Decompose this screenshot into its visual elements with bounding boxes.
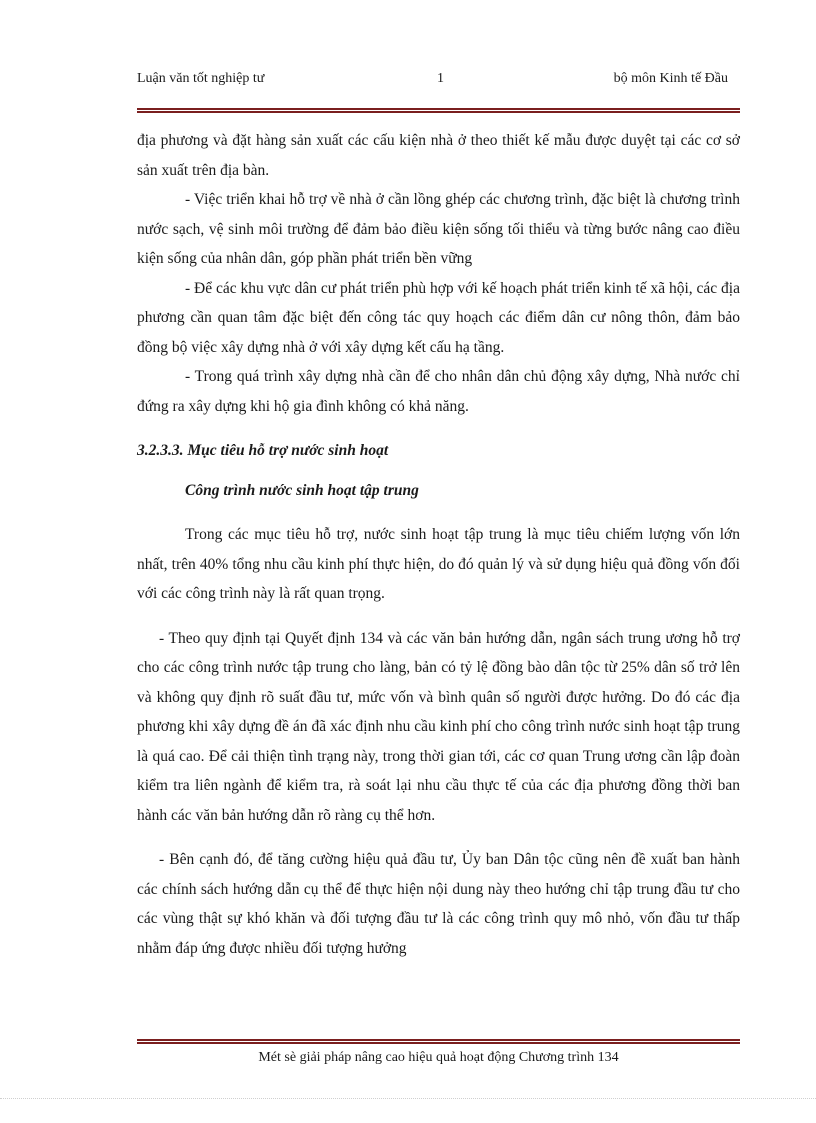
page-number: 1 <box>437 71 444 86</box>
page-footer: Mét sè giải pháp nâng cao hiệu quả hoạt động Chương trình 134 <box>258 1050 619 1065</box>
paragraph-1: địa phương và đặt hàng sản xuất các cấu kiện nhà ở theo thiết kế mẫu được duyệt tại các cơ sở sản xuất trên địa bàn. <box>137 132 740 179</box>
footer-divider <box>137 1039 740 1044</box>
page-header <box>137 70 740 104</box>
paragraph-6: - Theo quy định tại Quyết định 134 và các văn bản hướng dẫn, ngân sách trung ương hỗ trợ cho các công trình nước tập trung cho làng, bản có tỷ lệ đồng bào dân tộc từ 25% dân số trở lên và không quy định rõ suất đầu tư, mức vốn và bình quân số người được hưởng. Do đó các địa phương khi xây dựng đề án đã xác định nhu cầu kinh phí cho công trình nước sinh hoạt tập trung là quá cao. Để cải thiện tình trạng này, trong thời gian tới, các cơ quan Trung ương cần lập đoàn kiểm tra liên ngành để kiểm tra, rà soát lại nhu cầu thực tế của các địa phương đồng thời ban hành các văn bản hướng dẫn rõ ràng cụ thể hơn. <box>137 629 740 824</box>
paragraph-7: - Bên cạnh đó, để tăng cường hiệu quả đầu tư, Ủy ban Dân tộc cũng nên đề xuất ban hành các chính sách hướng dẫn cụ thể để thực hiện nội dung này theo hướng chỉ tập trung đầu tư cho các vùng thật sự khó khăn và đối tượng đầu tư là các công trình quy mô nhỏ, vốn đầu tư thấp nhằm đáp ứng được nhiều đối tượng hưởng <box>137 851 740 957</box>
section-heading: 3.2.3.3. Mục tiêu hỗ trợ nước sinh hoạt <box>137 442 389 459</box>
paragraph-3: - Để các khu vực dân cư phát triển phù hợp với kế hoạch phát triển kinh tế xã hội, các địa phương cần quan tâm đặc biệt đến công tác quy hoạch các điểm dân cư nông thôn, đảm bảo đồng bộ việc xây dựng nhà ở với xây dựng kết cấu hạ tầng. <box>137 279 740 356</box>
section-subheading: Công trình nước sinh hoạt tập trung <box>185 481 419 499</box>
page-break-line <box>0 1098 816 1099</box>
paragraph-4: - Trong quá trình xây dựng nhà cần để cho nhân dân chủ động xây dựng, Nhà nước chỉ đứng ra xây dựng khi hộ gia đình không có khả năng. <box>137 368 740 415</box>
header-left: Luận văn tốt nghiệp tư <box>137 71 265 86</box>
header-right: bộ môn Kinh tế Đầu <box>613 71 728 86</box>
page-body <box>137 126 740 963</box>
paragraph-2: - Việc triển khai hỗ trợ về nhà ở cần lồng ghép các chương trình, đặc biệt là chương trình nước sạch, vệ sinh môi trường để đảm bảo điều kiện sống tối thiểu và từng bước nâng cao điều kiện sống của nhân dân, góp phần phát triển bền vững <box>137 191 740 267</box>
paragraph-5: Trong các mục tiêu hỗ trợ, nước sinh hoạt tập trung là mục tiêu chiếm lượng vốn lớn nhất, trên 40% tổng nhu cầu kinh phí thực hiện, do đó quản lý và sử dụng hiệu quả đồng vốn đối với các công trình này là rất quan trọng. <box>137 526 740 602</box>
header-divider <box>137 108 740 113</box>
